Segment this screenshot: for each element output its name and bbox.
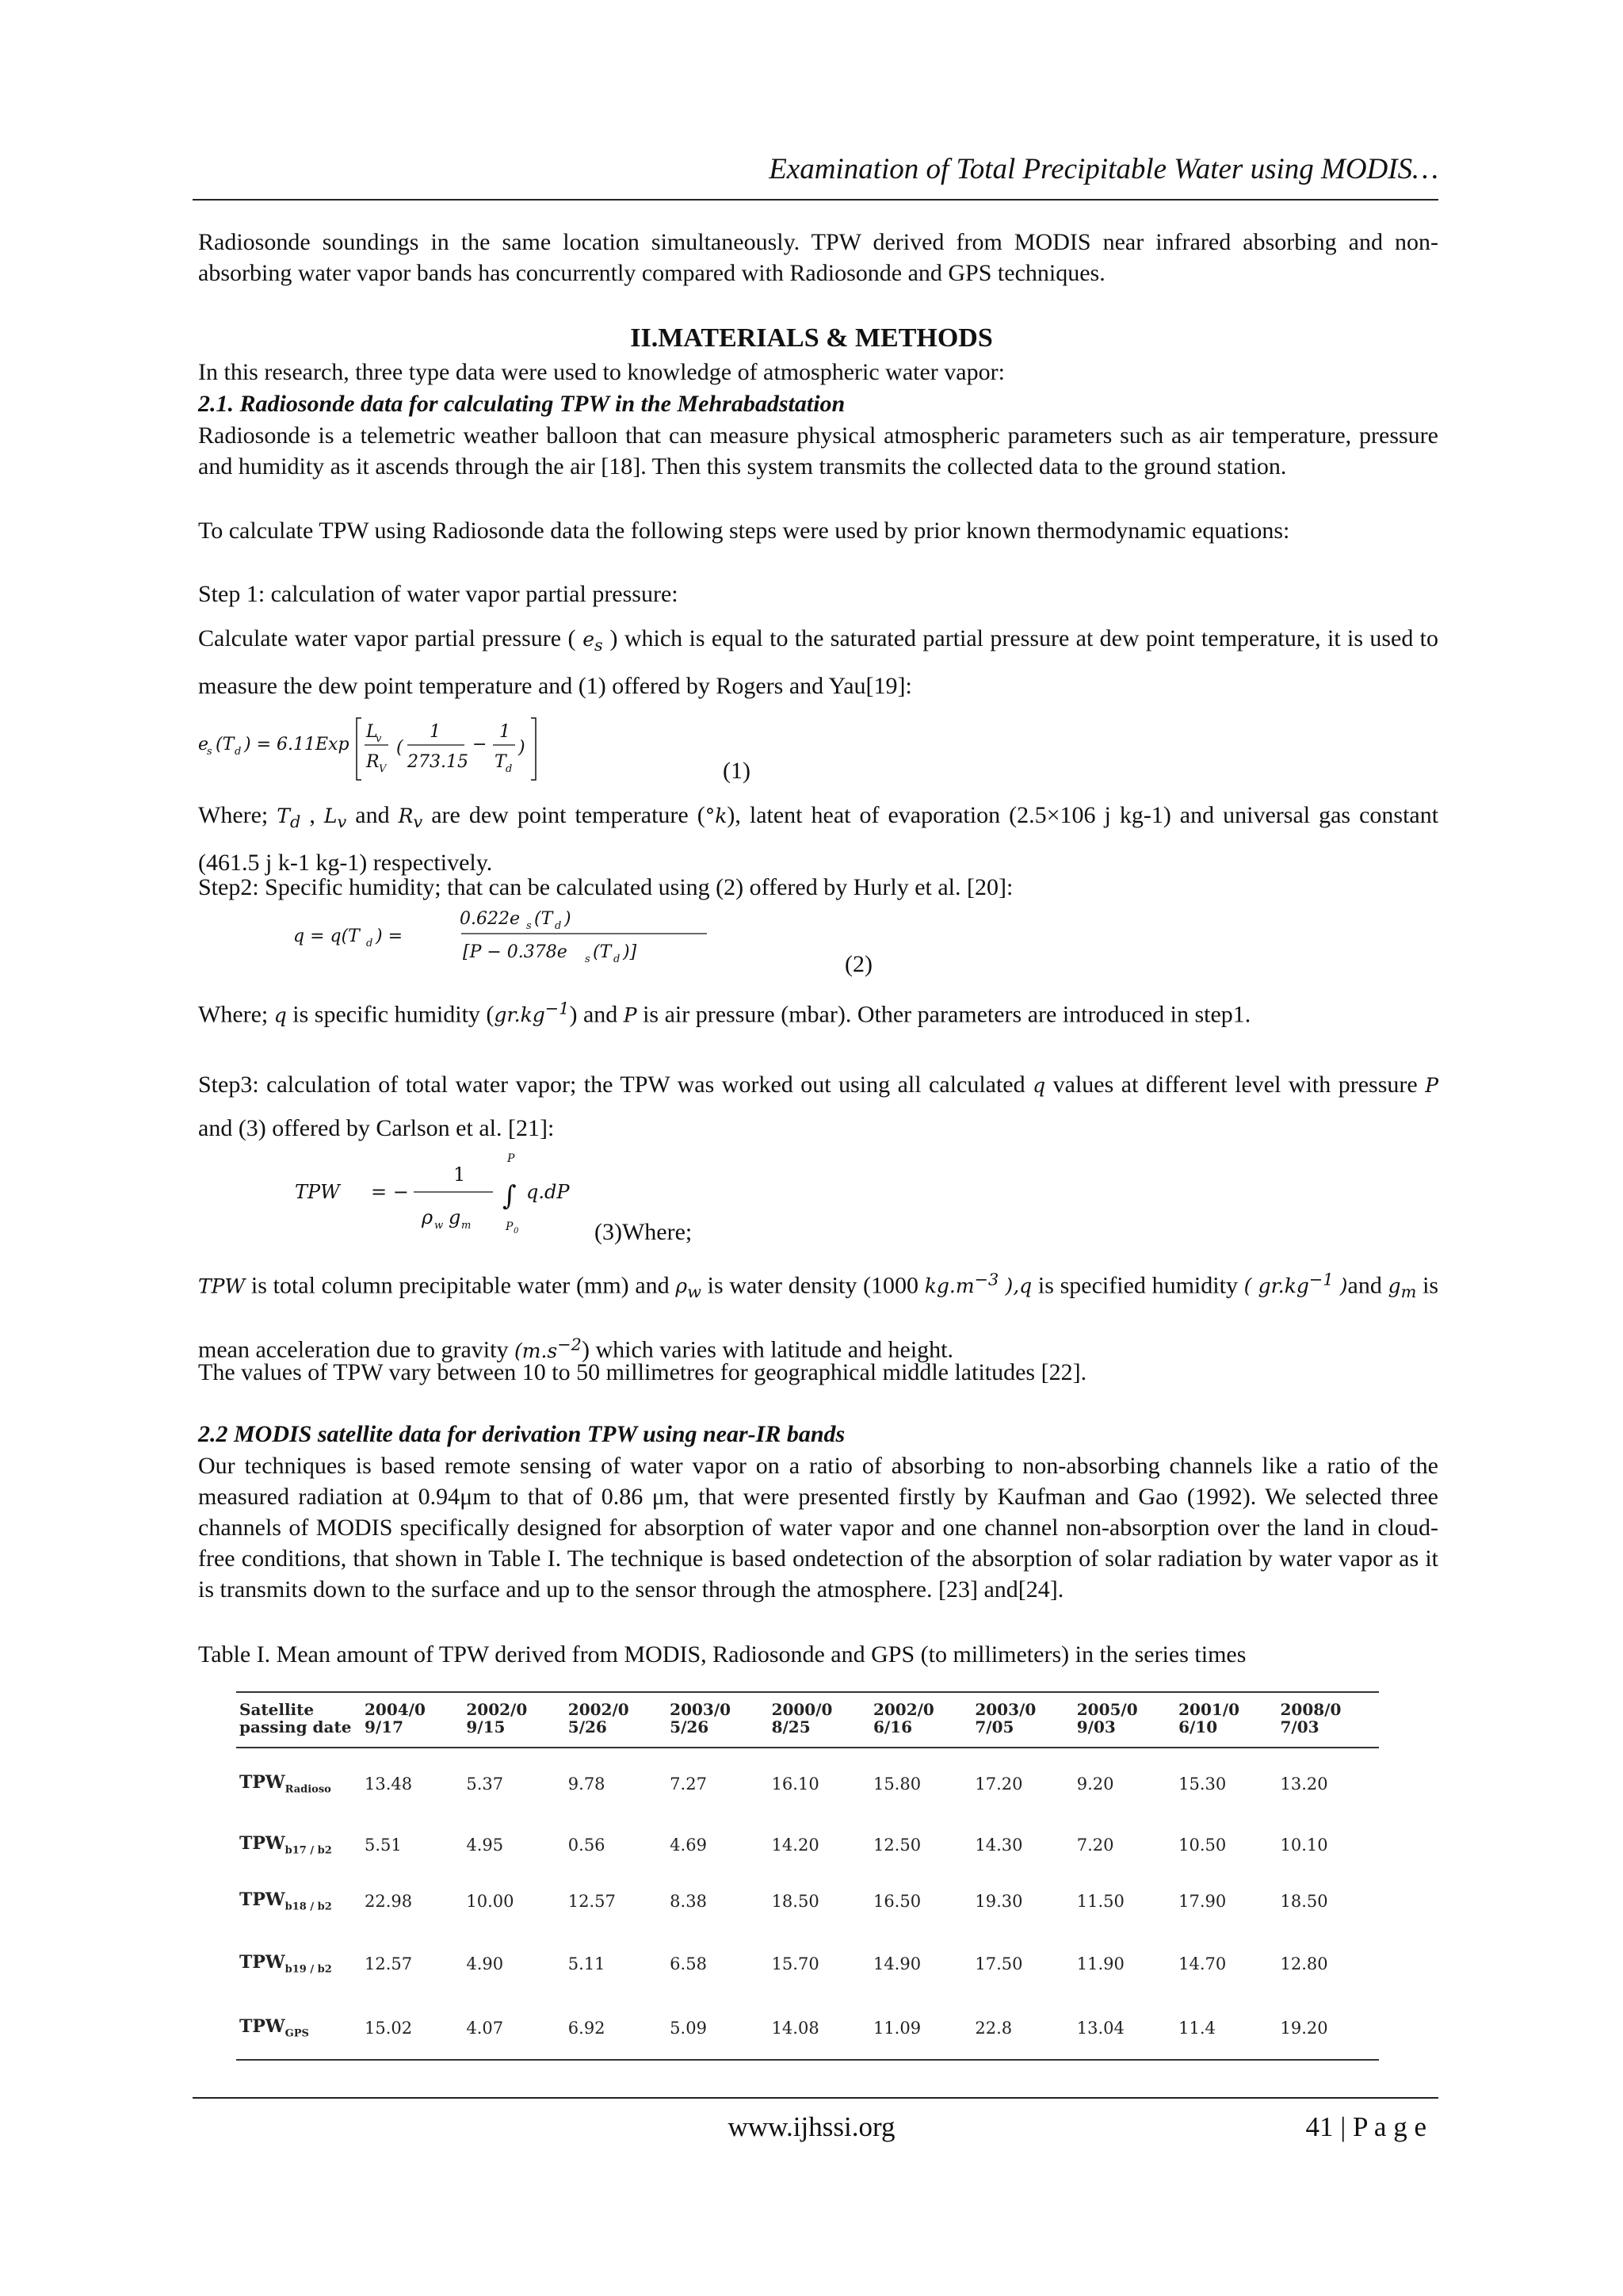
table-cell: 7.27 [670, 1774, 707, 1794]
row-label-main: TPW [239, 1952, 285, 1973]
table-cell: 6.92 [565, 1996, 666, 2060]
table-date-header: 2002/0 6/16 [873, 1700, 934, 1736]
subsection-2-2-heading: 2.2 MODIS satellite data for derivation TPW using near-IR bands [198, 1421, 846, 1447]
where2-b: is specific humidity ( [292, 1001, 495, 1028]
table-cell: 16.10 [771, 1774, 819, 1794]
svg-text:0.622e: 0.622e [460, 909, 521, 929]
row-label-main: TPW [239, 1889, 285, 1911]
row-label-main: TPW [239, 1771, 285, 1793]
row-label [236, 1931, 361, 1996]
footer-url: www.ijhssi.org [727, 2111, 896, 2142]
header-rule [193, 199, 1438, 201]
tpw-def-d: and [1347, 1272, 1382, 1299]
table-cell: 5.09 [666, 1996, 768, 2060]
table-date-header: 2004/0 9/17 [365, 1700, 426, 1736]
step2-heading: Step2: Specific humidity; that can be calculated using (2) offered by Hurly et al. [20]: [198, 874, 1014, 900]
symbol-q-2: q [1033, 1074, 1046, 1097]
table-cell: 13.04 [1074, 1996, 1175, 2060]
table-row-gps [236, 1996, 1379, 2060]
step3-paragraph [198, 1064, 1438, 1150]
symbol-TPW: TPW [198, 1274, 246, 1298]
svg-text:) = 6.11Exp: ) = 6.11Exp [244, 735, 349, 755]
table-date-header: 2008/0 7/03 [1280, 1700, 1342, 1736]
svg-text:d: d [613, 953, 621, 965]
table-1 [236, 1691, 1379, 2061]
equation-2-graphic [293, 902, 721, 973]
table-cell: 13.48 [365, 1774, 413, 1794]
subsection-2-1-heading: 2.1. Radiosonde data for calculating TPW in the Mehrabadstation [198, 391, 846, 417]
svg-text:w: w [434, 1220, 444, 1232]
unit-m-s2: ($m.s^{-2}$ [514, 1335, 582, 1362]
svg-text:d: d [235, 746, 242, 758]
where1-c: are dew point temperature ( [431, 802, 705, 828]
where2-c: ) and [569, 1001, 618, 1028]
svg-text:1: 1 [499, 722, 510, 742]
table-date-header: 2001/0 6/10 [1178, 1700, 1240, 1736]
table-cell: 16.50 [873, 1892, 922, 1911]
where1-b: and [355, 802, 390, 828]
table-cell: 15.30 [1178, 1774, 1227, 1794]
table-cell: 18.50 [771, 1892, 819, 1911]
svg-text:[P − 0.378e: [P − 0.378e [463, 942, 567, 962]
table-cell: 12.50 [873, 1836, 922, 1855]
step1-text-a: Calculate water vapor partial pressure ( [198, 625, 576, 651]
symbol-rho-w: $\rho_w$ [675, 1274, 701, 1302]
symbol-Rv: $R_v$ [398, 804, 423, 831]
table-cell: 11.4 [1175, 1996, 1277, 2060]
row-label-sub: GPS [285, 2027, 309, 2040]
svg-text:): ) [518, 738, 525, 758]
table-cell: 5.51 [365, 1836, 402, 1855]
equation-1 [198, 704, 642, 775]
row-label-sub: b19 / b2 [285, 1963, 332, 1976]
equation-1-number: (1) [723, 758, 750, 784]
row-label-main: TPW [239, 2015, 285, 2037]
symbol-Lv: $L_v$ [323, 804, 347, 831]
table-cell: 11.50 [1076, 1892, 1125, 1911]
equation-3 [295, 1148, 628, 1247]
row-label-sub: Radiosο [285, 1783, 331, 1796]
footer-rule [193, 2097, 1438, 2099]
symbol-kelvin: °k [705, 804, 727, 827]
tpw-def-a: is total column precipitable water (mm) and [250, 1272, 670, 1299]
table-row-b19 [236, 1931, 1379, 1996]
where-1-paragraph: Where; $T_d$ , $L_v$ and $R_v$ are dew point temperature (°k), latent heat of evaporation (2.5×106 j kg-1) and universal gas constant (461.5 j k-1 kg-1) respectively. [198, 802, 1439, 876]
table-cell: 9.78 [567, 1774, 605, 1794]
table-date-header: 2003/0 7/05 [975, 1700, 1037, 1736]
table-cell: 15.80 [873, 1774, 922, 1794]
where1-a: Where; [198, 802, 269, 828]
table-cell: 10.10 [1280, 1836, 1328, 1855]
equation-1-graphic [198, 704, 642, 783]
table-cell: 19.20 [1277, 1996, 1379, 2060]
table-cell: 6.58 [670, 1954, 707, 1973]
symbol-Td: $T_d$ [277, 804, 301, 831]
table-cell: 10.50 [1178, 1836, 1227, 1855]
tpw-def-c: is specified humidity [1037, 1272, 1238, 1299]
table-row-b18 [236, 1871, 1379, 1931]
table-corner-header: Satellite passing date [239, 1700, 352, 1736]
row-label [236, 1996, 361, 2060]
table-cell: 12.57 [567, 1892, 616, 1911]
unit-gr-kg-2: ( $gr.kg^{-1}$ ) [1243, 1270, 1348, 1298]
svg-text:(T: (T [534, 909, 553, 929]
svg-text:0: 0 [514, 1227, 519, 1236]
svg-text:V: V [379, 763, 387, 775]
symbol-P: P [623, 1003, 637, 1027]
svg-text:ρ: ρ [422, 1206, 433, 1228]
page-number: 41 | P a g e [1305, 2111, 1426, 2142]
radiosonde-paragraph: Radiosonde is a telemetric weather balloon that can measure physical atmospheric parameters such as air temperature, pressure and humidity as it ascends through the air [18]. Then this system transmits the collected data to the ground station. [198, 422, 1438, 479]
svg-text:v: v [376, 733, 382, 745]
tpw-def-b: is water density (1000 [707, 1272, 919, 1299]
svg-text:1: 1 [453, 1163, 466, 1186]
svg-text:P: P [507, 1152, 515, 1165]
table-cell: 18.50 [1280, 1892, 1328, 1911]
row-label-sub: b17 / b2 [285, 1844, 332, 1857]
svg-text:−: − [472, 735, 487, 755]
svg-text:= −: = − [371, 1181, 409, 1203]
table-date-header: 2005/0 9/03 [1076, 1700, 1138, 1736]
svg-text:(: ( [396, 738, 403, 758]
svg-text:1: 1 [430, 722, 441, 742]
table-cell: 14.08 [769, 1996, 870, 2060]
tpw-def-e: is mean acceleration due to gravity [198, 1272, 1439, 1363]
svg-text:g: g [449, 1206, 461, 1228]
table-cell: 4.69 [670, 1836, 707, 1855]
symbol-es: $e_s$ [575, 628, 603, 655]
svg-text:L: L [366, 722, 378, 742]
intro-paragraph: Radiosonde soundings in the same location simultaneously. TPW derived from MODIS near infrared absorbing and non- absorbing water vapor bands has concurrently compared with Radiosonde and GPS techniques. [198, 229, 1438, 286]
unit-kg-m3: $kg.m^{-3}$ ),q [924, 1270, 1033, 1298]
unit-gr-kg: $gr.kg^{-1}$ [494, 999, 570, 1027]
running-header: Examination of Total Precipitable Water using MODIS… [769, 153, 1438, 185]
table-cell: 5.37 [466, 1774, 504, 1794]
svg-text:TPW: TPW [295, 1181, 340, 1203]
where2-d: is air pressure (mbar). Other parameters are introduced in step1. [643, 1001, 1251, 1028]
row-label [236, 1748, 361, 1819]
svg-text:(T: (T [216, 735, 235, 755]
table-cell: 17.90 [1178, 1892, 1227, 1911]
table-cell: 13.20 [1280, 1774, 1328, 1794]
svg-text:s: s [207, 746, 212, 758]
svg-text:q = q(T: q = q(T [293, 926, 360, 946]
table-caption: Table I. Mean amount of TPW derived from MODIS, Radiosonde and GPS (to millimeters) in the series times [198, 1641, 1247, 1668]
svg-text:d: d [506, 763, 513, 775]
svg-text:): ) [564, 909, 571, 929]
table-cell: 4.07 [463, 1996, 564, 2060]
table-cell: 4.90 [466, 1954, 504, 1973]
table-cell: 12.80 [1280, 1954, 1328, 1973]
table-row-radiosonde [236, 1748, 1379, 1819]
svg-text:d: d [555, 920, 562, 932]
table-cell: 17.20 [975, 1774, 1023, 1794]
table-cell: 17.50 [975, 1954, 1023, 1973]
svg-text:s: s [526, 920, 532, 932]
table-cell: 15.02 [361, 1996, 463, 2060]
svg-text:(T: (T [593, 942, 612, 962]
table-header-row [236, 1692, 1379, 1748]
svg-text:d: d [366, 938, 373, 949]
table-cell: 15.70 [771, 1954, 819, 1973]
tpw-def-f: ) which varies with latitude and height. [581, 1336, 953, 1363]
row-label-main: TPW [239, 1833, 285, 1855]
table-cell: 10.00 [466, 1892, 514, 1911]
symbol-q: q [273, 1003, 287, 1027]
svg-text:s: s [585, 953, 590, 965]
table-cell: 14.20 [771, 1836, 819, 1855]
table-cell: 11.90 [1076, 1954, 1125, 1973]
equation-2 [293, 902, 721, 977]
svg-text:P: P [506, 1221, 514, 1233]
equation-3-number: (3)Where; [594, 1219, 693, 1245]
table-date-header: 2002/0 5/26 [567, 1700, 629, 1736]
step1-heading: Step 1: calculation of water vapor partial pressure: [198, 581, 678, 607]
section-lead: In this research, three type data were used to knowledge of atmospheric water vapor: [198, 359, 1005, 385]
table-cell: 14.70 [1178, 1954, 1227, 1973]
table-cell: 22.8 [972, 1996, 1073, 2060]
table-date-header: 2002/0 9/15 [466, 1700, 528, 1736]
table-cell: 0.56 [567, 1836, 605, 1855]
symbol-P-2: P [1425, 1074, 1439, 1097]
section-title: II.MATERIALS & METHODS [630, 323, 993, 353]
svg-text:m: m [461, 1220, 472, 1232]
svg-text:273.15: 273.15 [407, 752, 468, 772]
equation-3-graphic [295, 1148, 628, 1243]
step3-c: and (3) offered by Carlson et al. [21]: [198, 1115, 555, 1141]
table-date-header: 2003/0 5/26 [670, 1700, 731, 1736]
table-cell: 12.57 [365, 1954, 413, 1973]
svg-text:e: e [198, 735, 209, 755]
table-cell: 7.20 [1076, 1836, 1114, 1855]
where-2-paragraph [198, 992, 1438, 1032]
tpw-range-text: The values of TPW vary between 10 to 50 millimetres for geographical middle latitudes [22]. [198, 1359, 1087, 1385]
row-label [236, 1819, 361, 1871]
modis-paragraph: Our techniques is based remote sensing of water vapor on a ratio of absorbing to non-absorbing channels like a ratio of the measured radiation at 0.94μm to that of 0.86 μm, that were presented firstly by Kaufman and Gao (1992). We selected three channels of MODIS specifically designed for absorption of water vapor and one channel non-absorption over the land in cloud-free conditions, that shown in Table I. The technique is based ondetection of the absorption of solar radiation by water vapor as it is transmits down to the surface and up to the sensor through the atmosphere. [23] and[24]. [198, 1453, 1438, 1603]
table-cell: 14.90 [873, 1954, 922, 1973]
step1-text-b: ) which is equal to the saturated partial pressure at dew point temperature, it is used to measure the dew point temperature and (1) offered by Rogers and Yau[19]: [198, 625, 1439, 699]
step3-b: values at different level with pressure [1052, 1072, 1418, 1098]
svg-text:q.dP: q.dP [526, 1181, 570, 1203]
row-label [236, 1871, 361, 1931]
table-cell: 4.95 [466, 1836, 504, 1855]
step3-a: Step3: calculation of total water vapor; the TPW was worked out using all calculated [198, 1072, 1025, 1098]
equation-2-number: (2) [845, 951, 873, 977]
row-label-sub: b18 / b2 [285, 1901, 332, 1913]
table-cell: 8.38 [670, 1892, 707, 1911]
table-cell: 11.09 [870, 1996, 972, 2060]
table-cell: 19.30 [975, 1892, 1023, 1911]
svg-text:∫: ∫ [502, 1180, 517, 1212]
where1-d: ), latent heat of evaporation (2.5×106 j kg-1) and universal gas constant (461.5 j k-1 kg-1) respectively. [198, 802, 1439, 876]
table-cell: 14.30 [975, 1836, 1023, 1855]
table-cell: 22.98 [365, 1892, 413, 1911]
svg-text:R: R [366, 752, 380, 772]
svg-text:) =: ) = [376, 926, 403, 946]
symbol-gm: $g_m$ [1388, 1274, 1417, 1302]
svg-text:)]: )] [623, 942, 637, 962]
svg-text:T: T [495, 752, 506, 772]
where2-a: Where; [198, 1001, 269, 1028]
table-date-header: 2000/0 8/25 [771, 1700, 833, 1736]
table-cell: 5.11 [567, 1954, 605, 1973]
step1-paragraph [198, 618, 1438, 707]
table-cell: 9.20 [1076, 1774, 1114, 1794]
calc-paragraph: To calculate TPW using Radiosonde data the following steps were used by prior known thermodynamic equations: [198, 518, 1290, 544]
table-row-b17 [236, 1819, 1379, 1871]
